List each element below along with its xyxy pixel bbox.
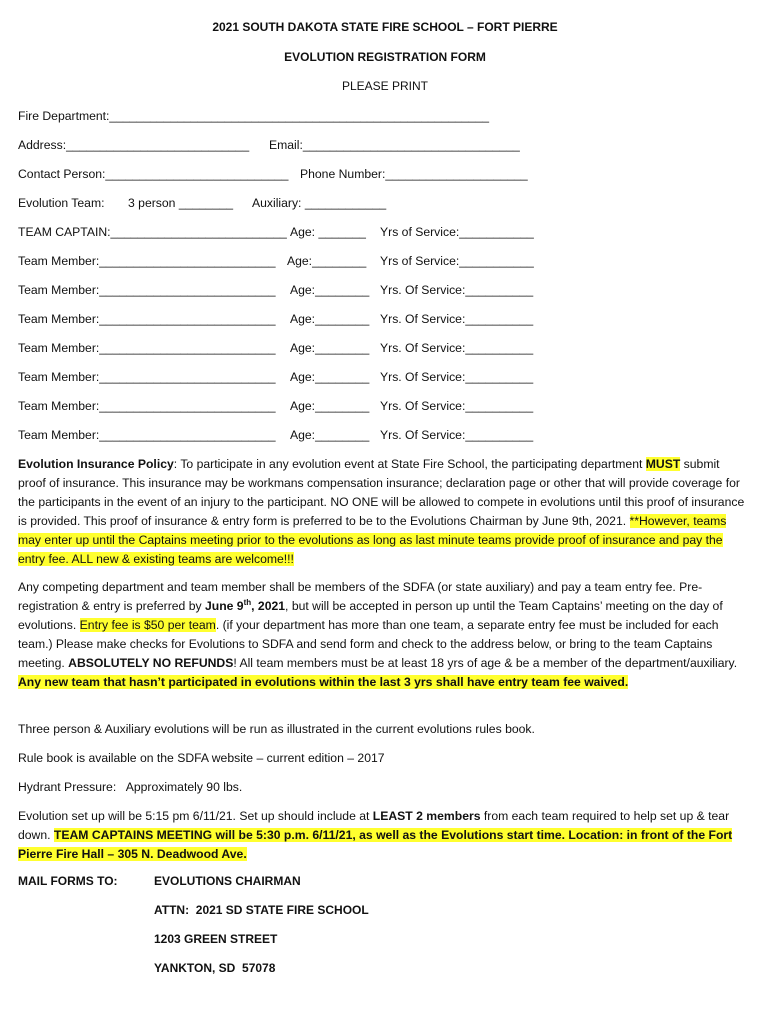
mail-line-4: YANKTON, SD 57078: [154, 961, 276, 975]
policy-label: Evolution Insurance Policy: [18, 457, 174, 471]
setup-text: from each team required to help set up & tear down.: [18, 809, 730, 842]
fee-text: ! All team members must be at least 18 yrs of age & be a member of the department/auxiliary.: [233, 656, 738, 670]
phone-number-field[interactable]: Phone Number:_____________________: [300, 167, 528, 181]
fee-text: Any competing department and team member shall be members of the SDFA (or state auxiliary) and pay a team entry fee. Pre-registration & entry is preferred by: [18, 580, 703, 613]
mail-line-3: 1203 GREEN STREET: [154, 932, 278, 946]
new-team-highlight: Any new team that hasn’t participated in evolutions within the last 3 yrs shall have entry team fee waived.: [18, 675, 629, 689]
team-captain-service-field[interactable]: Yrs of Service:___________: [380, 225, 534, 239]
team-member-name-field[interactable]: Team Member:__________________________: [18, 283, 276, 297]
three-person-field[interactable]: 3 person ________: [128, 196, 234, 210]
rule-book-note: Rule book is available on the SDFA website – current edition – 2017: [18, 751, 385, 765]
team-member-service-field[interactable]: Yrs. Of Service:__________: [380, 312, 534, 326]
fee-text: , but will be accepted in person up until the Team Captains’ meeting on the day of evolutions.: [18, 599, 723, 632]
form-title: 2021 SOUTH DAKOTA STATE FIRE SCHOOL – FORT PIERRE: [212, 20, 558, 34]
fee-date: June 9th, 2021: [204, 597, 286, 613]
team-member-name-field[interactable]: Team Member:__________________________: [18, 341, 276, 355]
team-member-name-field[interactable]: Team Member:__________________________: [18, 399, 276, 413]
team-member-service-field[interactable]: Yrs of Service:___________: [380, 254, 534, 268]
team-member-age-field[interactable]: Age:________: [290, 399, 370, 413]
no-refunds: ABSOLUTELY NO REFUNDS: [68, 656, 234, 670]
entry-fee-paragraph: [18, 578, 746, 692]
team-member-age-field[interactable]: Age:________: [290, 283, 370, 297]
policy-text: submit proof of insurance. This insurance may be workmans compensation insurance; declaration page or other that will provide coverage for the participants in the event of an injury to the participant. NO ONE will be allowed to compete in evolutions until this proof of insurance is provided. This proof of insurance & entry form is preferred to be to the Evolutions Chairman by June 9th, 2021.: [18, 457, 745, 528]
team-member-name-field[interactable]: Team Member:__________________________: [18, 312, 276, 326]
team-member-service-field[interactable]: Yrs. Of Service:__________: [380, 341, 534, 355]
mail-forms-label: MAIL FORMS TO:: [18, 874, 118, 888]
hydrant-pressure-note: Hydrant Pressure: Approximately 90 lbs.: [18, 780, 243, 794]
fee-text: . (if your department has more than one team, a separate entry fee must be included for each team.) Please make checks for Evolutions to SDFA and send form and check to the address below, or bring to the team Captains meeting.: [18, 618, 719, 670]
team-member-service-field[interactable]: Yrs. Of Service:__________: [380, 370, 534, 384]
form-subtitle: EVOLUTION REGISTRATION FORM: [284, 50, 486, 64]
team-member-name-field[interactable]: Team Member:__________________________: [18, 254, 276, 268]
contact-person-field[interactable]: Contact Person:___________________________: [18, 167, 289, 181]
team-member-age-field[interactable]: Age:________: [290, 312, 370, 326]
setup-paragraph: [18, 807, 746, 864]
fire-department-field[interactable]: Fire Department:________________________________________________________: [18, 109, 490, 123]
mail-line-1: EVOLUTIONS CHAIRMAN: [154, 874, 301, 888]
policy-highlight: **However, teams may enter up until the Captains meeting prior to the evolutions as long as last minute teams provide proof of insurance and pay the entry fee. ALL new & existing teams are welcome!!!: [18, 514, 727, 566]
policy-text: : To participate in any evolution event at State Fire School, the participating department: [173, 457, 646, 471]
email-field[interactable]: Email:________________________________: [269, 138, 520, 152]
team-captain-name-field[interactable]: TEAM CAPTAIN:__________________________: [18, 225, 287, 239]
setup-bold: LEAST 2 members: [372, 809, 481, 823]
mail-line-2: ATTN: 2021 SD STATE FIRE SCHOOL: [154, 903, 369, 917]
team-member-service-field[interactable]: Yrs. Of Service:__________: [380, 399, 534, 413]
team-member-service-field[interactable]: Yrs. Of Service:__________: [380, 283, 534, 297]
print-instruction: PLEASE PRINT: [341, 79, 429, 93]
team-member-service-field[interactable]: Yrs. Of Service:__________: [380, 428, 534, 442]
setup-text: Evolution set up will be 5:15 pm 6/11/21. Set up should include at: [18, 809, 373, 823]
insurance-policy-paragraph: [18, 455, 746, 569]
team-member-age-field[interactable]: Age:________: [290, 370, 370, 384]
captains-meeting-highlight: TEAM CAPTAINS MEETING will be 5:30 p.m. 6/11/21, as well as the Evolutions start time. Location: in front of the Fort Pierre Fire Hall – 305 N. Deadwood Ave.: [18, 828, 733, 861]
team-member-name-field[interactable]: Team Member:__________________________: [18, 370, 276, 384]
entry-fee-highlight: Entry fee is $50 per team: [79, 618, 216, 632]
address-field[interactable]: Address:___________________________: [18, 138, 250, 152]
evolution-team-label: Evolution Team:: [18, 196, 105, 210]
auxiliary-field[interactable]: Auxiliary: ____________: [252, 196, 387, 210]
team-member-age-field[interactable]: Age:________: [290, 428, 370, 442]
team-captain-age-field[interactable]: Age: _______: [290, 225, 366, 239]
team-member-name-field[interactable]: Team Member:__________________________: [18, 428, 276, 442]
team-member-age-field[interactable]: Age:________: [290, 341, 370, 355]
policy-must: MUST: [645, 457, 681, 471]
three-person-note: Three person & Auxiliary evolutions will be run as illustrated in the current evolutions rules book.: [18, 722, 535, 736]
team-member-age-field[interactable]: Age:________: [287, 254, 367, 268]
